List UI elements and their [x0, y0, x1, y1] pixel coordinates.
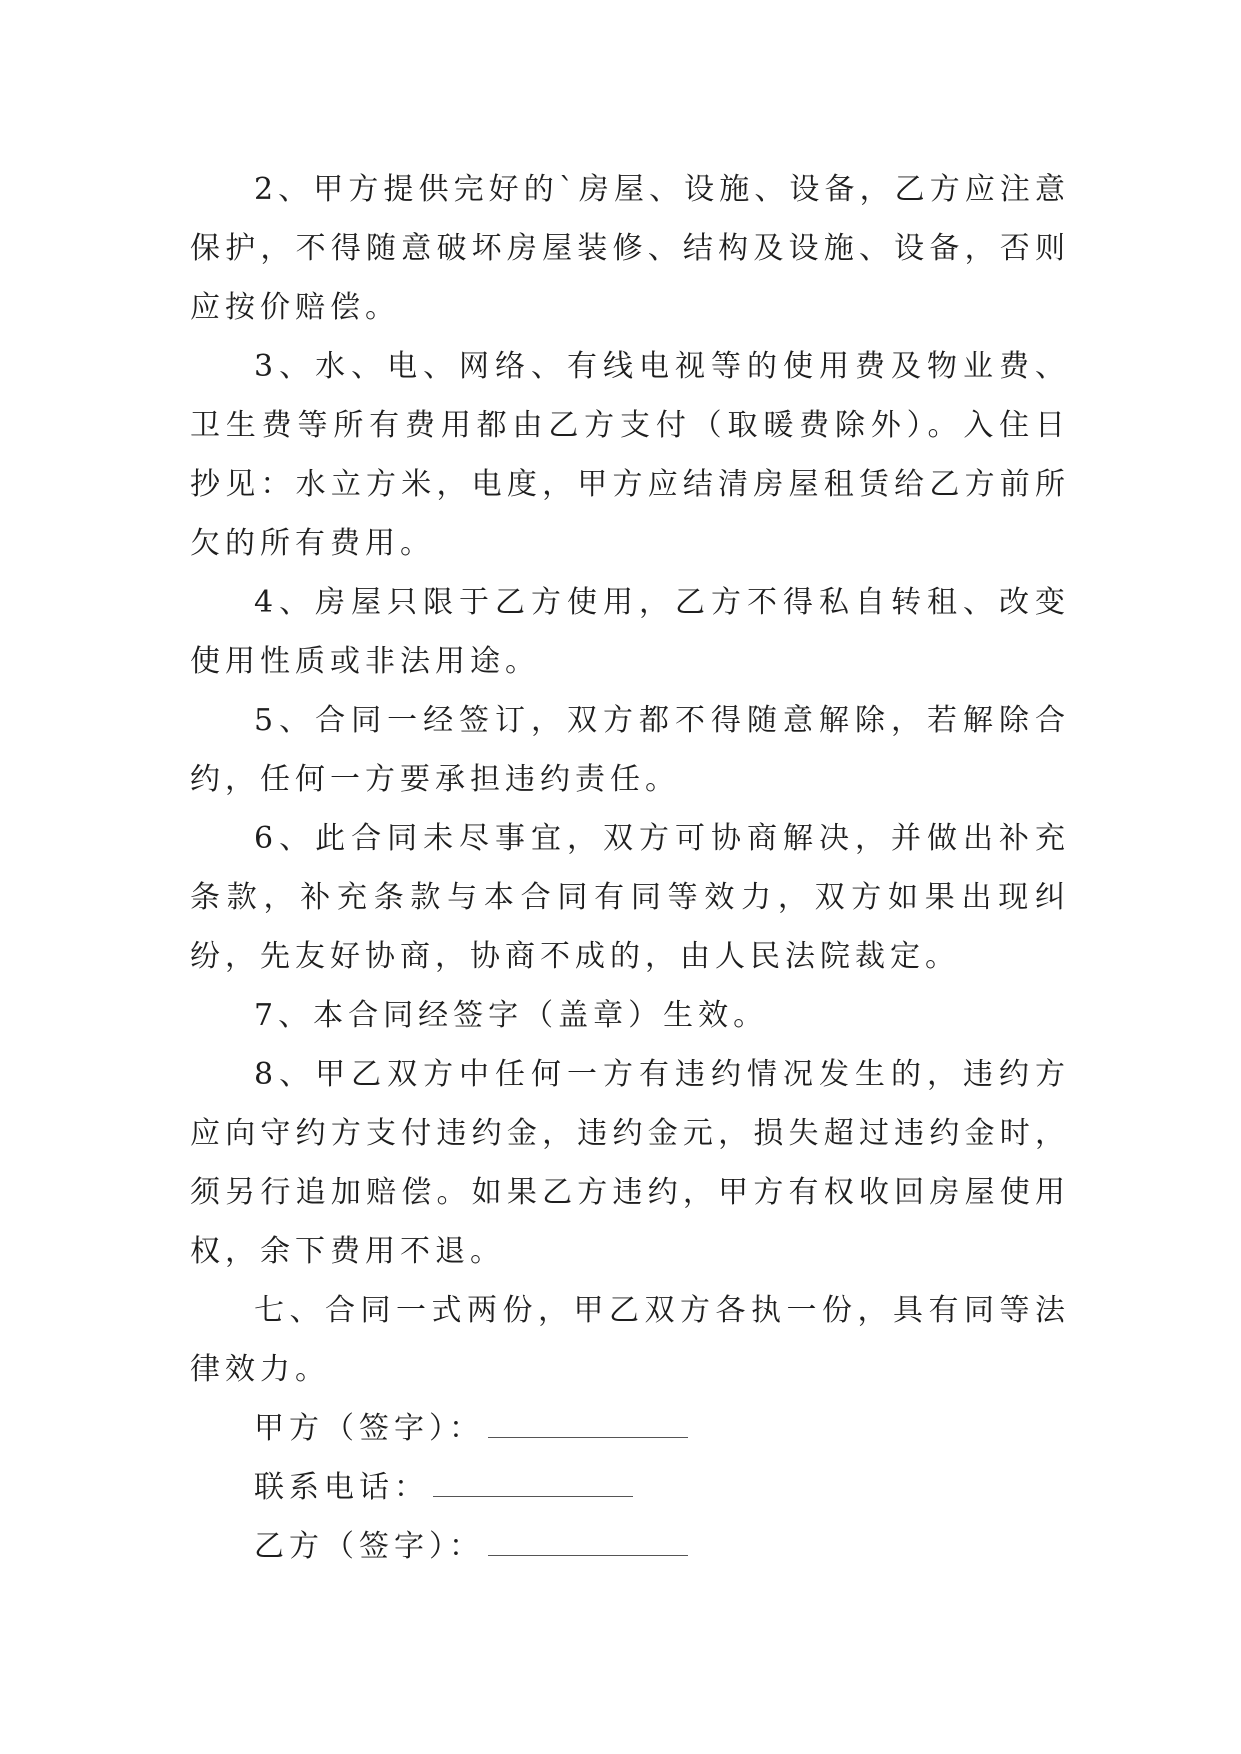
party-a-signature-blank: [488, 1415, 688, 1438]
clause-6: 6、此合同未尽事宜，双方可协商解决，并做出补充条款，补充条款与本合同有同等效力，双方如果出现纠纷，先友好协商，协商不成的，由人民法院裁定。: [190, 821, 1070, 974]
clause-4: 4、房屋只限于乙方使用，乙方不得私自转租、改变使用性质或非法用途。: [190, 585, 1070, 679]
party-b-signature-label: 乙方（签字）：: [254, 1529, 484, 1564]
document-body: [190, 160, 1070, 1576]
party-b-signature-line: [190, 1517, 1070, 1576]
clause-8: 8、甲乙双方中任何一方有违约情况发生的，违约方应向守约方支付违约金，违约金元，损失超过违约金时，须另行追加赔偿。如果乙方违约，甲方有权收回房屋使用权，余下费用不退。: [190, 1057, 1070, 1269]
party-a-signature-label: 甲方（签字）：: [254, 1411, 484, 1446]
party-b-signature-blank: [488, 1533, 688, 1556]
section-seven: 七、合同一式两份，甲乙双方各执一份，具有同等法律效力。: [190, 1293, 1070, 1387]
clause-2: 2、甲方提供完好的`房屋、设施、设备，乙方应注意保护，不得随意破坏房屋装修、结构及设施、设备，否则应按价赔偿。: [190, 172, 1070, 325]
clause-7: 7、本合同经签字（盖章）生效。: [254, 998, 769, 1033]
contact-phone-label: 联系电话：: [254, 1470, 429, 1505]
contact-phone-line: [190, 1458, 1070, 1517]
party-a-signature-line: [190, 1399, 1070, 1458]
clause-5: 5、合同一经签订，双方都不得随意解除，若解除合约，任何一方要承担违约责任。: [190, 703, 1070, 797]
contact-phone-blank: [433, 1474, 633, 1497]
clause-3: 3、水、电、网络、有线电视等的使用费及物业费、卫生费等所有费用都由乙方支付（取暖费除外）。入住日抄见：水立方米，电度，甲方应结清房屋租赁给乙方前所欠的所有费用。: [190, 349, 1070, 561]
